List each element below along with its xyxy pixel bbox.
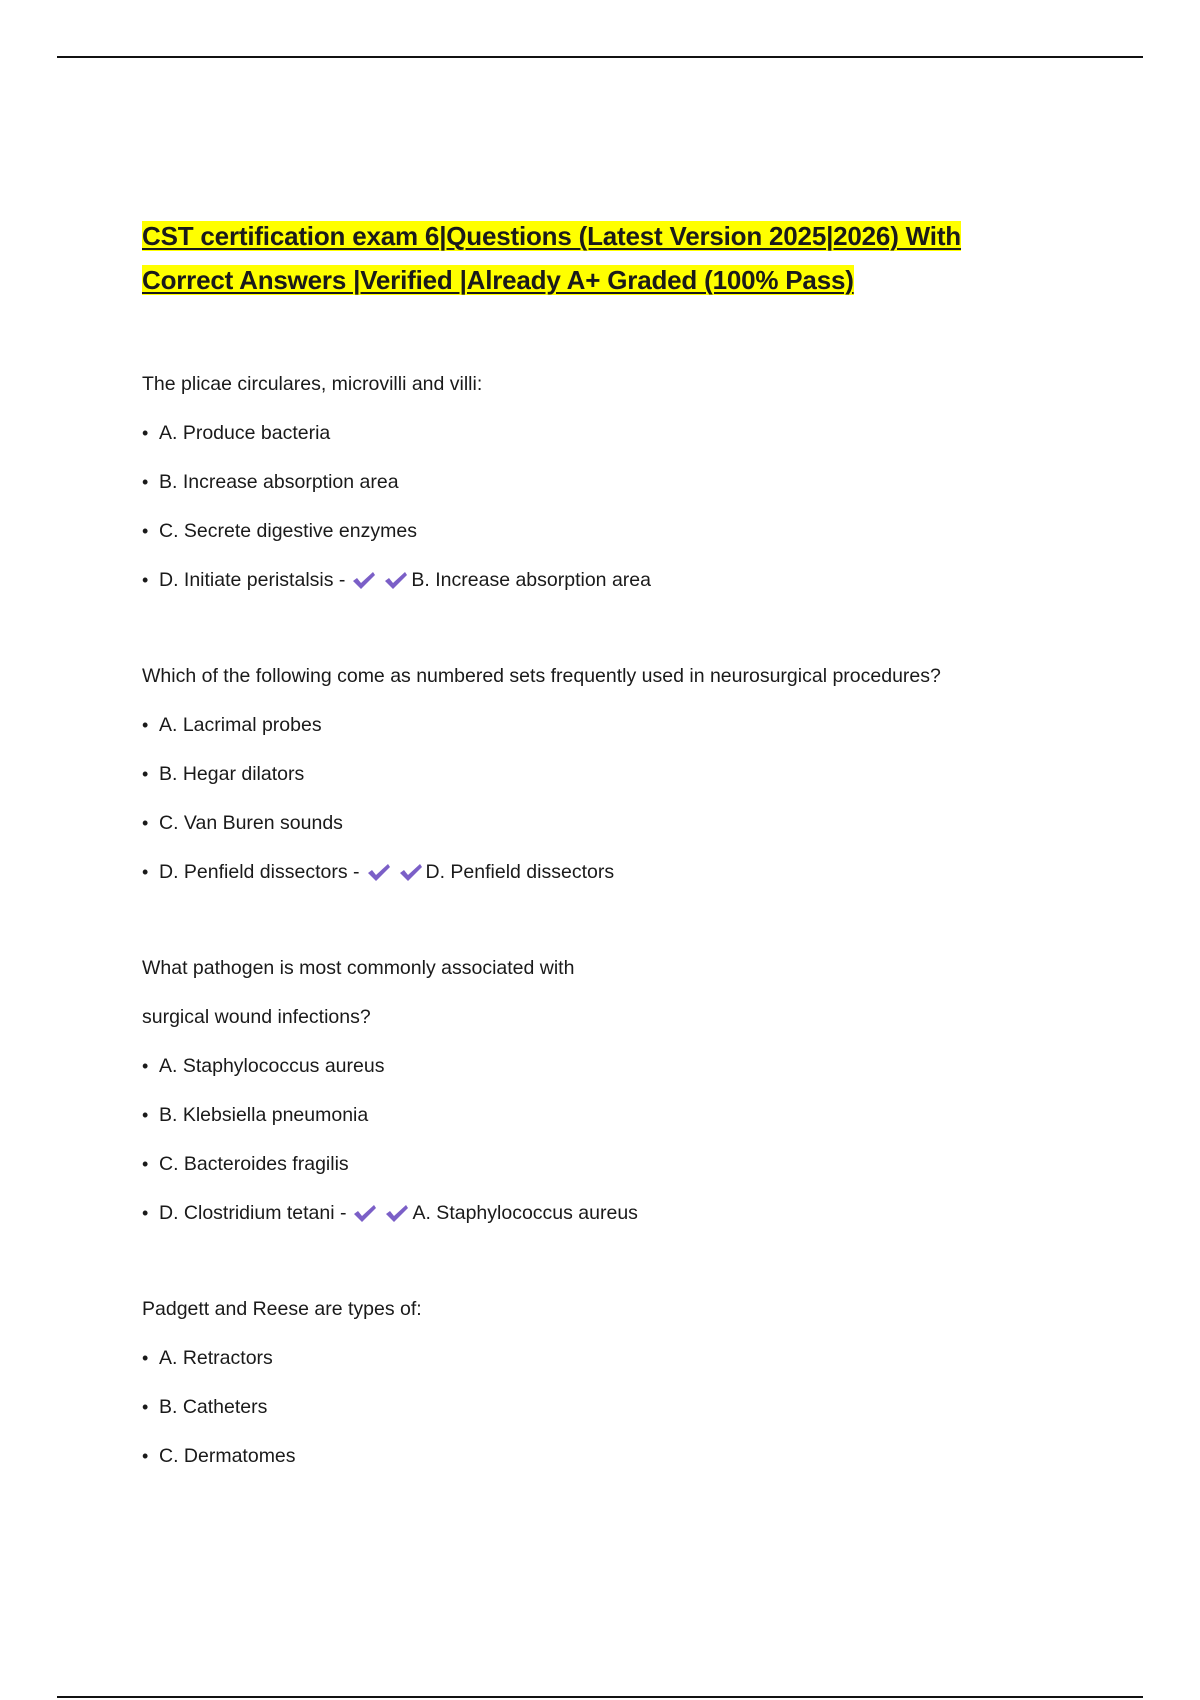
question-text: Which of the following come as numbered sets frequently used in neurosurgical procedures?	[142, 665, 941, 687]
bottom-rule	[57, 1696, 1143, 1698]
option-text: B. Catheters	[159, 1396, 268, 1418]
document-title	[142, 214, 1062, 302]
answer-option	[142, 762, 1062, 786]
answer-option	[142, 1054, 1062, 1078]
correct-answer: D. Penfield dissectors	[425, 861, 615, 883]
question-block	[142, 664, 1062, 884]
question-block	[142, 1297, 1062, 1468]
top-rule	[57, 56, 1143, 58]
option-text: B. Increase absorption area	[159, 471, 399, 493]
option-text: A. Lacrimal probes	[159, 714, 322, 736]
answer-option	[142, 568, 1062, 592]
answer-option	[142, 1152, 1062, 1176]
option-text: C. Dermatomes	[159, 1445, 296, 1467]
answer-option	[142, 421, 1062, 445]
bullet-icon: •	[142, 423, 149, 443]
bullet-icon: •	[142, 521, 149, 541]
checkmark-icon	[366, 861, 392, 883]
option-text: A. Produce bacteria	[159, 422, 331, 444]
bullet-icon: •	[142, 715, 149, 735]
correct-answer: B. Increase absorption area	[411, 569, 651, 591]
option-text: C. Bacteroides fragilis	[159, 1153, 349, 1175]
checkmark-icon	[398, 861, 424, 883]
question-text: The plicae circulares, microvilli and villi:	[142, 373, 483, 395]
answer-option	[142, 519, 1062, 543]
title-line-1: CST certification exam 6|Questions (Latest Version 2025|2026) With	[142, 221, 961, 251]
bullet-icon: •	[142, 1397, 149, 1417]
checkmark-icon	[352, 1202, 378, 1224]
bullet-icon: •	[142, 1056, 149, 1076]
bullet-icon: •	[142, 1348, 149, 1368]
bullet-icon: •	[142, 862, 149, 882]
answer-option	[142, 1103, 1062, 1127]
answer-option	[142, 470, 1062, 494]
option-text: A. Staphylococcus aureus	[159, 1055, 385, 1077]
answer-option	[142, 1395, 1062, 1419]
option-text: D. Initiate peristalsis -	[159, 569, 346, 591]
option-text: B. Klebsiella pneumonia	[159, 1104, 369, 1126]
answer-option	[142, 860, 1062, 884]
answer-option	[142, 713, 1062, 737]
option-text: D. Penfield dissectors -	[159, 861, 360, 883]
answer-option	[142, 1346, 1062, 1370]
bullet-icon: •	[142, 1203, 149, 1223]
question-block	[142, 372, 1062, 592]
bullet-icon: •	[142, 472, 149, 492]
question-text: Padgett and Reese are types of:	[142, 1298, 422, 1320]
answer-option	[142, 1444, 1062, 1468]
question-block	[142, 956, 1062, 1225]
answer-option	[142, 811, 1062, 835]
option-text: A. Retractors	[159, 1347, 273, 1369]
option-text: C. Secrete digestive enzymes	[159, 520, 417, 542]
option-text: B. Hegar dilators	[159, 763, 305, 785]
bullet-icon: •	[142, 813, 149, 833]
bullet-icon: •	[142, 1154, 149, 1174]
bullet-icon: •	[142, 1105, 149, 1125]
question-text: surgical wound infections?	[142, 1006, 371, 1028]
checkmark-icon	[351, 569, 377, 591]
checkmark-icon	[383, 569, 409, 591]
option-text: D. Clostridium tetani -	[159, 1202, 347, 1224]
title-line-2: Correct Answers |Verified |Already A+ Graded (100% Pass)	[142, 265, 854, 295]
answer-option	[142, 1201, 1062, 1225]
bullet-icon: •	[142, 570, 149, 590]
bullet-icon: •	[142, 1446, 149, 1466]
checkmark-icon	[384, 1202, 410, 1224]
question-list	[142, 372, 1062, 1468]
question-text: What pathogen is most commonly associated with	[142, 957, 575, 979]
document-body	[142, 214, 1062, 1468]
correct-answer: A. Staphylococcus aureus	[412, 1202, 638, 1224]
bullet-icon: •	[142, 764, 149, 784]
option-text: C. Van Buren sounds	[159, 812, 343, 834]
